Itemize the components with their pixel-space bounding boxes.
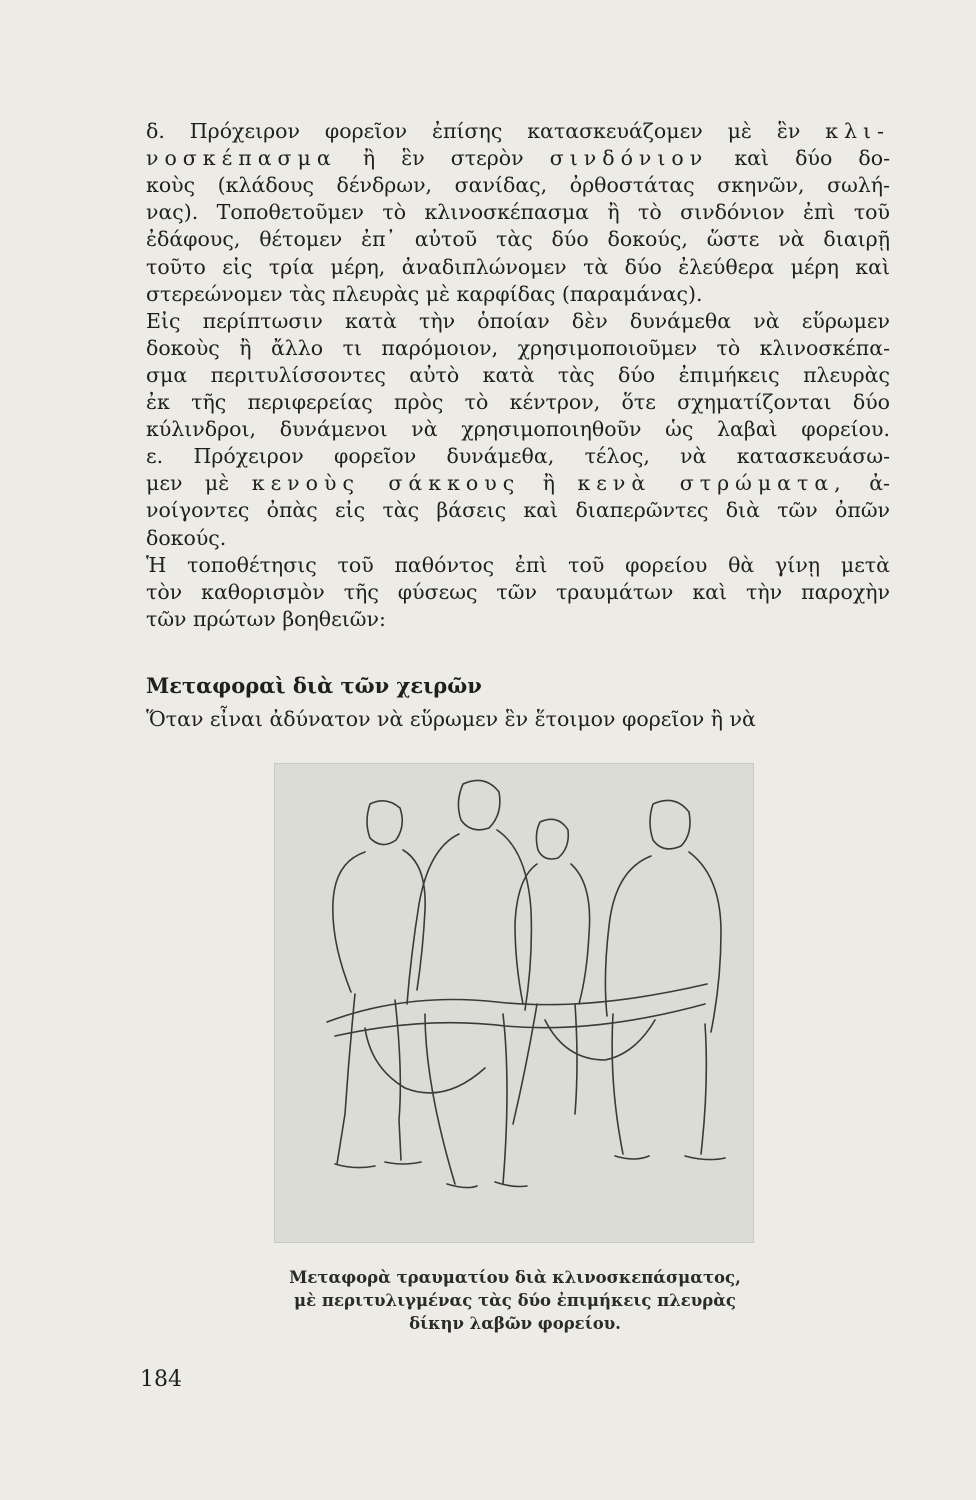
person-center-head xyxy=(458,780,499,829)
text-run: σμα περιτυλίσσοντες αὐτὸ κατὰ τὰς δύο ἐπιμήκεις πλευρὰς xyxy=(146,362,890,387)
page-number: 184 xyxy=(140,1367,182,1392)
person-back-body xyxy=(513,864,590,1124)
body-line xyxy=(146,172,890,199)
text-run: δοκούς. xyxy=(146,525,227,550)
text-run: κύλινδροι, δυνάμενοι νὰ χρησιμοποιηθοῦν ὡς λαβαὶ φορείου. xyxy=(146,417,890,442)
body-line xyxy=(146,497,890,524)
body-line xyxy=(146,389,890,416)
spaced-term: κενοὺς σάκκους xyxy=(251,471,521,496)
section-heading: Μεταφοραὶ διὰ τῶν χειρῶν xyxy=(146,673,482,698)
caption-line-3: δίκην λαβῶν φορείου. xyxy=(409,1314,621,1333)
text-run: κοὺς (κλάδους δένδρων, σανίδας, ὀρθοστάτας σκηνῶν, σωλή- xyxy=(146,173,890,198)
text-run: ἢ ἓν στερὸν xyxy=(336,146,550,171)
text-run: νοίγοντες ὀπὰς εἰς τὰς βάσεις καὶ διαπερῶντες διὰ τῶν ὀπῶν xyxy=(146,498,890,523)
body-line xyxy=(146,308,890,335)
body-line xyxy=(146,579,890,606)
person-back-head xyxy=(536,819,568,859)
text-run: δοκοὺς ἢ ἄλλο τι παρόμοιον, χρησιμοποιοῦμεν τὸ κλινοσκέπα- xyxy=(146,335,890,360)
person-right-head xyxy=(650,800,690,848)
body-line xyxy=(146,416,890,443)
body-line xyxy=(146,199,890,226)
text-run: νας). Τοποθετοῦμεν τὸ κλινοσκέπασμα ἢ τὸ σινδόνιον ἐπὶ τοῦ xyxy=(146,200,890,225)
text-run: ἐκ τῆς περιφερείας πρὸς τὸ κέντρον, ὅτε σχηματίζονται δύο xyxy=(146,390,890,414)
text-run: Ἡ τοποθέτησις τοῦ παθόντος ἐπὶ τοῦ φορείου θὰ γίνῃ μετὰ xyxy=(146,552,890,577)
body-line xyxy=(146,443,890,470)
text-run: Εἰς περίπτωσιν κατὰ τὴν ὁποίαν δὲν δυνάμεθα νὰ εὕρωμεν xyxy=(146,308,890,333)
spaced-term: κενὰ στρώματα, xyxy=(577,471,847,496)
spaced-term: σινδόνιον xyxy=(549,146,709,171)
text-run: ἀ- xyxy=(846,471,890,496)
person-center-body xyxy=(407,830,531,1188)
text-run: στερεώνομεν τὰς πλευρὰς μὲ καρφίδας (παραμάνας). xyxy=(146,281,703,306)
text-run: τοῦτο εἰς τρία μέρη, ἀναδιπλώνομεν τὰ δύο ἐλεύθερα μέρη καὶ xyxy=(146,254,890,279)
body-line xyxy=(146,552,890,579)
body-line xyxy=(146,254,890,281)
text-run: ἐδάφους, θέτομεν ἐπ᾽ αὐτοῦ τὰς δύο δοκούς, ὥστε νὰ διαιρῇ xyxy=(146,227,890,252)
body-line xyxy=(146,118,890,145)
body-line-after-heading: Ὅταν εἶναι ἀδύνατον νὰ εὕρωμεν ἓν ἕτοιμον φορεῖον ἢ νὰ xyxy=(146,707,756,731)
body-line xyxy=(146,525,890,552)
body-line xyxy=(146,335,890,362)
person-left-body xyxy=(333,850,425,1168)
spaced-term: νοσκέπασμα xyxy=(146,146,337,171)
stretcher xyxy=(327,984,707,1093)
text-run: καὶ δύο δο- xyxy=(708,146,891,171)
body-line xyxy=(146,226,890,253)
illustration-stretcher-carry xyxy=(274,763,754,1243)
caption-line-1: Μεταφορὰ τραυματίου διὰ κλινοσκεπάσματος, xyxy=(289,1268,741,1287)
caption-line-2: μὲ περιτυλιγμένας τὰς δύο ἐπιμήκεις πλευρὰς xyxy=(294,1291,736,1310)
body-line xyxy=(146,362,890,389)
text-run: δ. Πρόχειρον φορεῖον ἐπίσης κατασκευάζομεν μὲ ἓν xyxy=(146,119,826,143)
person-left-head xyxy=(367,801,402,845)
text-run: ε. Πρόχειρον φορεῖον δυνάμεθα, τέλος, νὰ κατασκευάσω- xyxy=(146,444,890,469)
spaced-term: κλι- xyxy=(825,119,890,143)
stretcher-carry-drawing xyxy=(275,764,753,1242)
body-line xyxy=(146,470,890,497)
text-run: τῶν πρώτων βοηθειῶν: xyxy=(146,606,386,631)
body-line xyxy=(146,606,890,633)
text-run: ἢ xyxy=(520,471,578,496)
person-right-body xyxy=(605,852,725,1160)
text-run: μεν μὲ xyxy=(146,471,252,496)
body-line xyxy=(146,145,890,172)
body-line xyxy=(146,281,890,308)
text-run: τὸν καθορισμὸν τῆς φύσεως τῶν τραυμάτων καὶ τὴν παροχὴν xyxy=(146,579,890,604)
